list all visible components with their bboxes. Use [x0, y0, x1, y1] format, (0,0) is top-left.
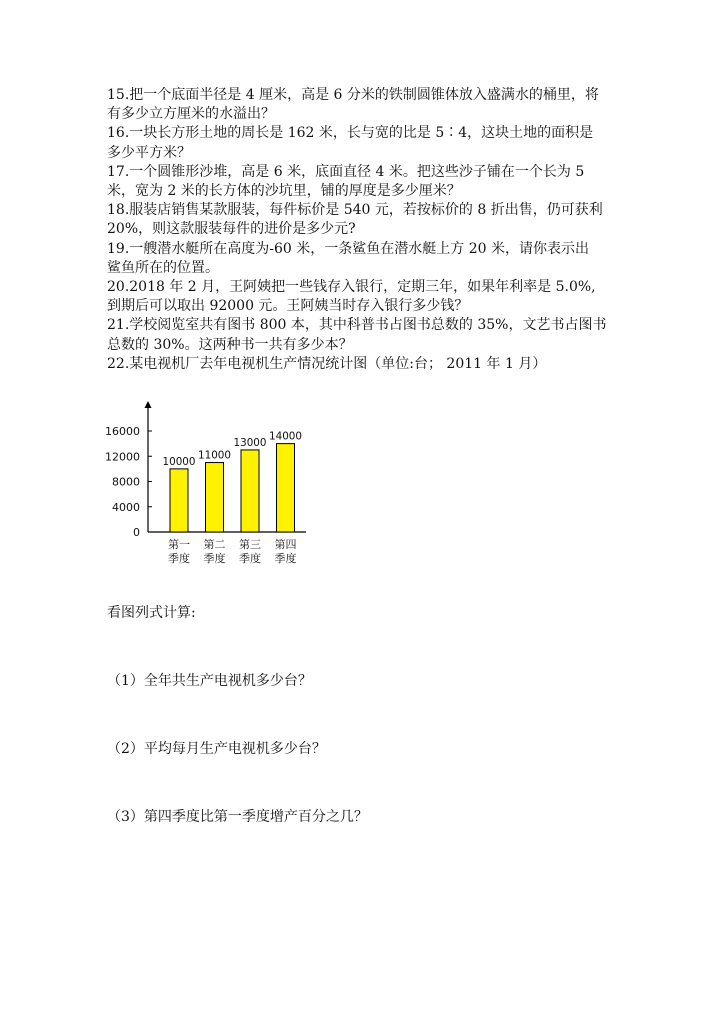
y-tick-label: 0: [133, 526, 140, 539]
question-2: （2）平均每月生产电视机多少台？: [107, 741, 326, 757]
problem-line: 15.把一个底面半径是 4 厘米，高是 6 分米的铁制圆锥体放入盛满水的桶里，将: [107, 87, 599, 103]
y-tick-label: 12000: [105, 450, 140, 464]
data-label: 10000: [162, 454, 196, 468]
tv-production-chart: [96, 395, 326, 575]
problem-line: 18.服装店销售某款服装，每件标价是 540 元，若按标价的 8 折出售，仍可获利: [107, 202, 603, 219]
question-3: （3）第四季度比第一季度增产百分之几？: [107, 809, 368, 825]
bar: [206, 463, 224, 532]
problem-line: 19.一艘潜水艇所在高度为-60 米，一条鲨鱼在潜水艇上方 20 米，请你表示出: [107, 240, 589, 257]
problem-16: [107, 124, 627, 162]
category-label: 季度: [239, 552, 261, 565]
category-label: 季度: [203, 552, 226, 565]
problem-line: 多少平方米？: [107, 144, 191, 161]
y-axis-arrow-icon: [145, 401, 152, 408]
problem-19: [107, 240, 627, 278]
bar: [170, 469, 188, 532]
problem-18: [107, 201, 627, 239]
problem-17: [107, 163, 627, 201]
problem-line: 17.一个圆锥形沙堆，高是 6 米，底面直径 4 米。把这些沙子铺在一个长为 5: [107, 163, 585, 180]
data-label: 14000: [269, 429, 302, 443]
problem-21: [107, 316, 627, 354]
problem-15: [107, 86, 627, 124]
problem-line: 22.某电视机厂去年电视机生产情况统计图（单位:台； 2011 年 1 月）: [107, 355, 547, 372]
data-label: 13000: [233, 435, 267, 449]
y-tick-label: 8000: [112, 475, 140, 489]
category-label: 季度: [274, 552, 297, 565]
bar: [277, 444, 295, 532]
intro-text: 看图列式计算:: [107, 605, 196, 621]
problem-line: 有多少立方厘米的水溢出？: [107, 106, 275, 123]
bar: [241, 450, 259, 532]
data-label: 11000: [198, 448, 231, 462]
problem-22: [107, 355, 627, 374]
category-label: 第二: [203, 538, 226, 551]
problem-line: 米，宽为 2 米的长方体的沙坑里，铺的厚度是多少厘米？: [107, 183, 461, 200]
problem-line: 到期后可以取出 92000 元。王阿姨当时存入银行多少钱？: [107, 298, 469, 315]
problem-list: [107, 86, 627, 374]
category-label: 季度: [168, 552, 190, 565]
category-label: 第三: [239, 538, 261, 551]
problem-20: [107, 278, 627, 316]
category-label: 第四: [274, 538, 297, 551]
y-tick-label: 16000: [105, 425, 140, 438]
question-1: （1）全年共生产电视机多少台？: [107, 673, 312, 689]
problem-line: 21.学校阅览室共有图书 800 本，其中科普书占图书总数的 35%，文艺书占图书: [107, 317, 607, 334]
problem-line: 20.2018 年 2 月，王阿姨把一些钱存入银行，定期三年，如果年利率是 5.0%,: [107, 279, 596, 296]
problem-line: 16.一块长方形土地的周长是 162 米，长与宽的比是 5∶4，这块土地的面积是: [107, 125, 594, 142]
category-label: 第一: [168, 538, 190, 551]
y-tick-label: 4000: [112, 500, 140, 514]
problem-line: 20%，则这款服装每件的进价是多少元?: [107, 221, 356, 238]
problem-line: 总数的 30%。这两种书一共有多少本？: [107, 336, 353, 353]
problem-line: 鲨鱼所在的位置。: [107, 259, 219, 276]
bar-chart-svg: [96, 395, 326, 575]
